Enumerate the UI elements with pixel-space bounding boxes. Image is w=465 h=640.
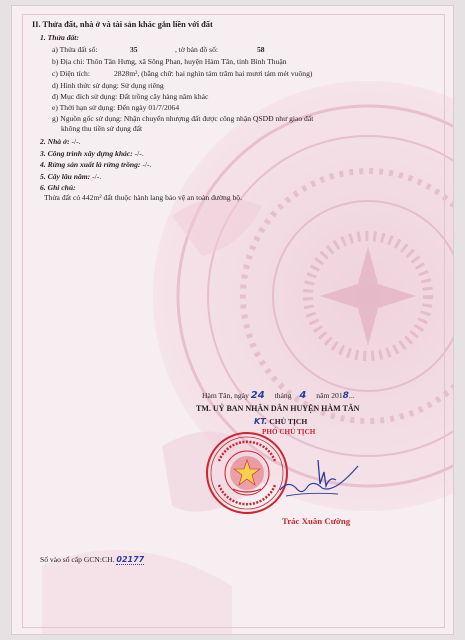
date-day: 24	[250, 390, 265, 401]
map-sheet-number: 58	[257, 45, 265, 54]
vice-chairman-title: PHÓ CHỦ TỊCH	[262, 428, 316, 436]
construction-value: -/-.	[134, 149, 144, 158]
date-month-label: tháng	[274, 391, 292, 400]
registry-number: 02177	[116, 555, 145, 564]
kt-prefix: KT.	[254, 417, 268, 426]
chairman-title: CHỦ TỊCH	[269, 417, 308, 426]
certificate-page	[12, 6, 453, 634]
perennial-label: 5. Cây lâu năm:	[40, 172, 91, 181]
land-address: b) Địa chỉ: Thôn Tân Hưng, xã Sông Phan, huyện Hàm Tân, tỉnh Bình Thuận	[52, 57, 287, 66]
map-sheet-label: , tờ bản đồ số:	[175, 45, 219, 54]
date-year-digit: 8	[342, 391, 349, 401]
land-parcel-label: a) Thửa đất số:	[52, 45, 98, 54]
date-month: 4	[299, 390, 307, 401]
signature-icon	[278, 458, 360, 508]
forest-value: -/-.	[142, 160, 152, 169]
chairman-line	[254, 417, 307, 426]
section-title: II. Thửa đất, nhà ở và tài sản khác gắn liền với đất	[32, 20, 213, 29]
land-use-form: d) Hình thức sử dụng: Sử dụng riêng	[52, 81, 164, 90]
signer-name: Trác Xuân Cường	[282, 516, 351, 526]
construction-row	[40, 149, 144, 158]
issuing-authority: TM. UỶ BAN NHÂN DÂN HUYỆN HÀM TÂN	[196, 404, 360, 413]
perennial-row	[40, 172, 101, 181]
land-use-purpose: đ) Mục đích sử dụng: Đất trồng cây hàng năm khác	[52, 92, 209, 101]
land-origin-line1: g) Nguồn gốc sử dụng: Nhận chuyển nhượng đất được công nhận QSDĐ như giao đất	[52, 114, 314, 123]
house-value: -/-.	[71, 137, 81, 146]
forest-label: 4. Rừng sản xuất là rừng trồng:	[40, 160, 141, 169]
date-prefix: Hàm Tân, ngày	[202, 391, 249, 400]
land-area-value: 2828m², (bằng chữ: hai nghìn tám trăm hai mươi tám mét vuông)	[114, 69, 313, 78]
house-label: 2. Nhà ở:	[40, 137, 70, 146]
date-suffix: ...	[348, 391, 355, 400]
notes-value: Thửa đất có 442m² đất thuộc hành lang bảo vệ an toàn đường bộ.	[44, 193, 242, 202]
registry-line	[40, 555, 144, 564]
registry-label: Số vào sổ cấp GCN:CH.	[40, 555, 115, 564]
notes-label: 6. Ghi chú:	[40, 183, 76, 192]
perennial-value: -/-.	[92, 172, 102, 181]
land-use-term: e) Thời hạn sử dụng: Đến ngày 01/7/2064	[52, 103, 180, 112]
issue-date-line	[202, 391, 355, 401]
land-parcel-number: 35	[130, 45, 138, 54]
house-row	[40, 137, 81, 146]
land-heading: 1. Thửa đất:	[40, 33, 79, 42]
land-origin-line2: không thu tiền sử dụng đất	[61, 124, 143, 133]
land-area-label: c) Diện tích:	[52, 69, 90, 78]
official-seal-icon	[205, 431, 289, 515]
date-year-label: năm 201	[316, 391, 343, 400]
forest-row	[40, 160, 151, 169]
construction-label: 3. Công trình xây dựng khác:	[40, 149, 133, 158]
